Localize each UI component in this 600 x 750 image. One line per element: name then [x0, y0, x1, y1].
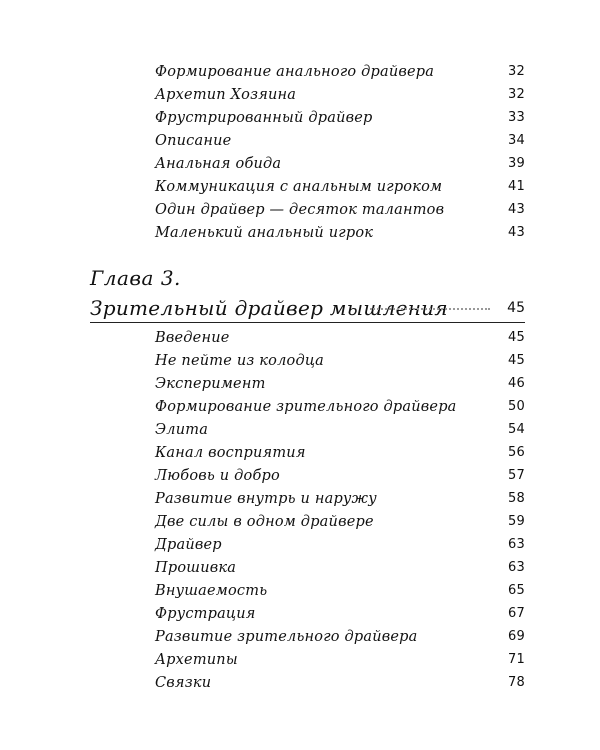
toc-entry-title: Связки [155, 675, 212, 691]
toc-entry-title: Один драйвер — десяток талантов [155, 202, 445, 218]
toc-entry-title: Эксперимент [155, 376, 266, 392]
toc-entry-title: Не пейте из колодца [155, 353, 324, 369]
toc-entry[interactable] [155, 199, 525, 221]
toc-entry-page: 39 [508, 156, 525, 171]
toc-entry[interactable] [155, 396, 525, 418]
toc-entry[interactable] [155, 327, 525, 349]
toc-entry-page: 46 [508, 376, 525, 391]
toc-entry[interactable] [155, 84, 525, 106]
chapter-label: Глава 3. [90, 266, 181, 290]
toc-entry-title: Архетипы [155, 652, 238, 668]
toc-entry-page: 63 [508, 537, 525, 552]
toc-entry-title: Фрустрированный драйвер [155, 110, 373, 126]
toc-entry-page: 57 [508, 468, 525, 483]
toc-entry[interactable] [155, 534, 525, 556]
toc-entry-page: 63 [508, 560, 525, 575]
toc-entry-title: Формирование анального драйвера [155, 64, 435, 80]
toc-entry-page: 56 [508, 445, 525, 460]
toc-entry-page: 67 [508, 606, 525, 621]
chapter-title: Зрительный драйвер мышления [90, 296, 448, 320]
toc-entry-page: 54 [508, 422, 525, 437]
toc-entry[interactable] [155, 350, 525, 372]
toc-entry-title: Маленький анальный игрок [155, 225, 374, 241]
toc-entry[interactable] [155, 580, 525, 602]
toc-entry[interactable] [155, 153, 525, 175]
toc-entry[interactable] [155, 488, 525, 510]
chapter-underline [90, 322, 525, 323]
toc-entry-page: 45 [508, 353, 525, 368]
toc-entry[interactable] [155, 649, 525, 671]
toc-entry-page: 65 [508, 583, 525, 598]
toc-entry-page: 71 [508, 652, 525, 667]
chapter-page: 45 [507, 300, 525, 316]
toc-entry-title: Прошивка [155, 560, 237, 576]
toc-entry-title: Канал восприятия [155, 445, 306, 461]
toc-entry-title: Две силы в одном драйвере [155, 514, 374, 530]
toc-entry-title: Развитие зрительного драйвера [155, 629, 418, 645]
toc-entry[interactable] [155, 626, 525, 648]
toc-entry-title: Анальная обида [155, 156, 282, 172]
toc-entry[interactable] [155, 465, 525, 487]
toc-entry[interactable] [155, 511, 525, 533]
toc-entry-title: Коммуникация с анальным игроком [155, 179, 443, 195]
toc-entry-page: 50 [508, 399, 525, 414]
toc-entry-page: 33 [508, 110, 525, 125]
toc-entry[interactable] [155, 130, 525, 152]
toc-entry-page: 41 [508, 179, 525, 194]
toc-entry-page: 32 [508, 87, 525, 102]
toc-entry[interactable] [155, 107, 525, 129]
toc-entry-title: Любовь и добро [155, 468, 280, 484]
toc-entry-title: Формирование зрительного драйвера [155, 399, 457, 415]
toc-entry-page: 59 [508, 514, 525, 529]
toc-entry[interactable] [155, 176, 525, 198]
toc-entry-title: Фрустрация [155, 606, 256, 622]
toc-entry-title: Внушаемость [155, 583, 268, 599]
toc-entry[interactable] [155, 442, 525, 464]
dot-leader [370, 308, 490, 310]
toc-entry-title: Драйвер [155, 537, 222, 553]
toc-entry-title: Описание [155, 133, 232, 149]
toc-entry-page: 69 [508, 629, 525, 644]
toc-entry-title: Элита [155, 422, 209, 438]
toc-entry-title: Введение [155, 330, 230, 346]
toc-entry-title: Развитие внутрь и наружу [155, 491, 377, 507]
toc-entry-page: 34 [508, 133, 525, 148]
toc-entry[interactable] [155, 61, 525, 83]
toc-entry[interactable] [155, 222, 525, 244]
toc-entry-page: 78 [508, 675, 525, 690]
toc-entry-page: 32 [508, 64, 525, 79]
toc-entry-page: 43 [508, 202, 525, 217]
toc-entry[interactable] [155, 419, 525, 441]
toc-entry-page: 45 [508, 330, 525, 345]
toc-entry[interactable] [155, 672, 525, 694]
toc-entry-page: 58 [508, 491, 525, 506]
toc-entry[interactable] [155, 373, 525, 395]
toc-entry-page: 43 [508, 225, 525, 240]
chapter-title-row[interactable] [90, 296, 525, 324]
toc-entry[interactable] [155, 557, 525, 579]
toc-entry-title: Архетип Хозяина [155, 87, 297, 103]
toc-entry[interactable] [155, 603, 525, 625]
